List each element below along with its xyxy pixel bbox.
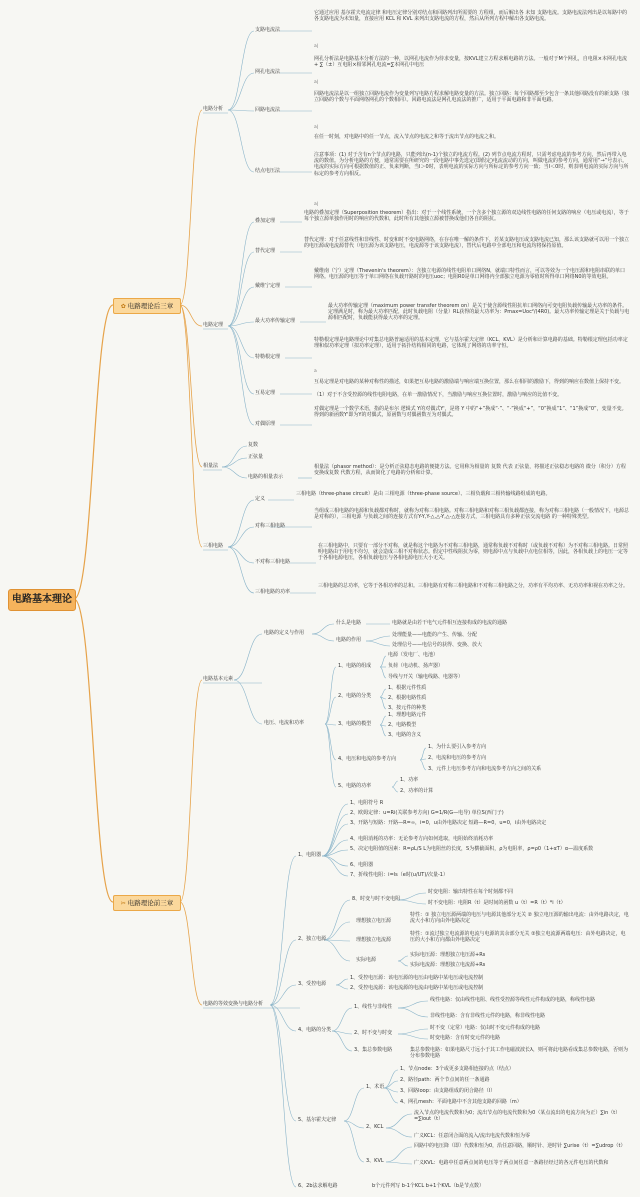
node-kirchhoff[interactable]: 5、基尔霍夫定律 (298, 1117, 337, 1123)
connector-line (222, 446, 247, 467)
node-resistor[interactable]: 1、电阻器 (298, 852, 322, 858)
connector-line (234, 634, 262, 680)
node-thevenin[interactable]: 戴维宁定理 (255, 283, 281, 289)
text-linear: 线性电路：仅由线性电阻、线性受控源等线性元件构成的电路，称线性电路 (430, 997, 596, 1003)
text-mesh-current: 网孔分析法是电路基本分析方法的一种，以网孔电流作为待求变量，按KVL建立方程求解电路的方法。一般对于M个网孔，自电阻×本网孔电流+ ∑（±）互电阻×相邻网孔电流=∑本网孔中电压 (314, 56, 627, 69)
text-term-3: 3、回路loop：由支路组成的闭合路径（l） (400, 1088, 496, 1094)
connector-line (324, 900, 350, 940)
note-a4: a| (314, 202, 319, 207)
text-lumped: 集总参数电路：如果电路尺寸远小于其工作电磁波波长λ，则可将此电路看成集总参数电路，否则为分布参数电路 (410, 1047, 628, 1060)
connector-line (366, 636, 390, 641)
connector-line (386, 1162, 412, 1164)
text-res-5: 5、决定电阻值的因素：R=ρL/S L为电阻丝的长度，S为横截面积，ρ为电阻率，ρ=ρ0（1+αT）α—温度系数 (350, 846, 594, 852)
text-ctrl-2: 2、受控电流源：该电流源的电流由电路中某电压或电流控制 (350, 985, 484, 991)
connector-line (228, 326, 254, 358)
connector-line (270, 1005, 296, 1121)
connector-line (398, 1008, 428, 1017)
connector-line (180, 305, 202, 547)
node-phasor[interactable]: 相量法 (203, 463, 219, 469)
connector-line (270, 1005, 296, 1187)
node-what-is-circuit[interactable]: 什么是电路 (336, 620, 362, 626)
connector-line (325, 667, 336, 724)
text-ti-2: 时变电路：含有时变元件的电路 (430, 1035, 501, 1041)
text-node-voltage: 在任一时刻，对电路中的任一节点，流入节点的电流之和等于流出节点的电流之和。 (314, 134, 500, 140)
node-circuit-role[interactable]: 电路的作用 (336, 637, 362, 643)
text-ref-3: 3、元件上电压参考方向和电流参考方向之间的关系 (428, 766, 542, 772)
connector-line (380, 656, 386, 667)
connector-line (386, 1114, 412, 1128)
connector-line (398, 1001, 428, 1008)
node-tp-asymmetric[interactable]: 不对称三相电路 (255, 559, 291, 565)
node-linear-nonlinear[interactable]: 1、线性与非线性 (354, 1004, 393, 1010)
node-circuit-power[interactable]: 5、电路的功率 (338, 783, 372, 789)
connector-line (270, 856, 296, 1005)
connector-line (386, 1147, 412, 1162)
text-term-4: 4、网孔mesh：平面电路中不含其他支路的回路（m） (400, 1099, 522, 1105)
text-ctrl-1: 1、受控电压源：该电压源的电压由电路中某电压或电流控制 (350, 975, 484, 981)
connector-line (228, 73, 254, 110)
text-model-3: 3、电路的含义 (388, 732, 422, 738)
branch-theory-label: 电路理论后三章 (127, 302, 174, 310)
connector-line (324, 922, 350, 940)
note-a1: a| (314, 44, 319, 49)
connector-line (325, 724, 336, 725)
connector-line (398, 900, 426, 904)
text-tp-definition: 三相电路（three-phase circuit）是由 三相电源（three-phase source）、三相负载和三相传输线路组成的电路。 (296, 491, 551, 497)
connector-line (74, 305, 113, 599)
node-mesh-current[interactable]: 网孔电流法 (255, 69, 281, 75)
text-power-2: 2、功率的计算 (400, 788, 434, 794)
note-a5: a (314, 369, 317, 374)
text-role-signal: 处理信号——电信号的获得、变换、放大 (392, 642, 483, 648)
text-2b-method: b个元件列写 b-1个KCL b+1个KVL（b是节点数） (372, 1183, 484, 1189)
text-model-2: 2、电路模型 (388, 722, 417, 728)
text-node-voltage-notes: 注意事项：(1) 对于含有n个节点的电路，只能列出(n-1)个独立的电流方程。(2) 列节点电流方程时，只需考虑电流的参考方向，然后再带入电流的数值。为分析电路的方便，通常需要在所研究的一段电路中事先选定(即假定)电流流动的方向，叫做电流的参考方向，通常用“→”号表示。电流的实际方向可根据数值的正、负来判断，当I＞0时，表明电流的实际方向与所标定的参考方向一致；当I＜0时，则表明电流的实际方向与所标定的参考方向相反。 (314, 152, 629, 177)
text-what-is-circuit: 电路就是由若干电气元件相互连接构成的电流的通路 (392, 620, 508, 626)
node-kcl[interactable]: 2、KCL (366, 1124, 384, 1130)
text-kvl-1: 回路中的电压降（即）代数和恒为0，沿任意回路，顺时针、逆时针 ∑urise（t）=∑udrop（t） (414, 1143, 626, 1149)
connector-line (398, 893, 426, 900)
connector-line (180, 680, 202, 902)
text-thevenin: 戴维南（宁）定理（Thevenin's theorem）：含独立电源的线性电阻单口网络N，就端口特性而言，可以等效为一个电压源和电阻串联的单口网络。电压源的电压等于单口网络在负载开路时的电压uoc；电阻R0是单口网络内全部独立电源为零值时所得单口网络N0的等效电阻。 (314, 268, 626, 281)
node-max-power[interactable]: 最大功率传输定理 (255, 318, 296, 324)
connector-line (222, 467, 247, 478)
text-superposition: 电路的叠加定理（Superposition theorem）指出：对于一个线性系统，一个含多个独立源的双边线性电路的任何支路的响应（电压或电流），等于每个独立源单独作用时的响应的代数和，此时所有其他独立源被替换成他们各自的阻抗。 (304, 210, 629, 223)
tool-icon: ✂ (120, 900, 126, 907)
node-reference-direction[interactable]: 4、电压和电流的参考方向 (338, 756, 397, 762)
connector-line (228, 110, 254, 111)
connector-line (366, 641, 390, 646)
text-tellegen: 特勒根定理是电路理论中对集总电路普遍适用的基本定理，它与基尔霍夫定律（KCL、KVL）是分析和计算电路的基础。特勒根定理包括功率定理和似功率定理（拟功率定理），适用于拓扑结构相同的电路，它体现了网络的功率守恒。 (314, 337, 628, 350)
node-circuit-analysis[interactable]: 电路分析 (203, 106, 224, 112)
text-class-2: 2、根据电路性质 (388, 695, 427, 701)
connector-line (180, 902, 202, 1005)
note-a2: a| (314, 80, 319, 85)
node-practical-source[interactable]: 实际电源 (356, 957, 377, 963)
text-res-3: 3、开路与短路：开路—R=∞，i=0，u由外电路决定 短路—R=0，u=0，i由外电路决定 (350, 820, 547, 826)
text-res-7: 7、折线性电阻：i=ls（e时(u/UT)/次量-1） (350, 872, 448, 878)
branch-theory-early[interactable] (113, 895, 181, 911)
connector-line (398, 1034, 428, 1039)
text-branch-current: 它通过应用 基尔霍夫电流定律 和电压定律分别对结点和回路列出所需要的 方程组，而后解出各 未知 支路电流。支路电流法列出是以每路中的各支路电流为未知量，直接应用 KCL 和 KVL 来列出支路电流的方程，然后从所列方程中解出各支路电流。 (314, 10, 627, 23)
text-class-3: 3、按元件的种类 (388, 705, 427, 711)
connector-line (380, 689, 386, 697)
connector-line (228, 252, 254, 326)
connector-line (386, 1128, 412, 1137)
node-node-voltage[interactable]: 结点电压法 (255, 168, 281, 174)
connector-line (228, 527, 254, 547)
connector-line (392, 781, 398, 787)
node-terms[interactable]: 1、术语 (366, 1084, 385, 1090)
note-a3: a| (314, 125, 319, 130)
text-res-4: 4、电阻消耗的功率：无论参考方向如何选取，电阻始终消耗功率 (350, 836, 494, 842)
connector-line (398, 1029, 428, 1034)
node-circuit-classification[interactable]: 4、电路的分类 (298, 1027, 332, 1033)
text-kvl-2: 广义KVL：电路中任意两点间的电压等于两点间任意一条路径经过的各元件电压的代数和 (414, 1160, 609, 1166)
text-ideal-voltage-source: 特性：① 独立电压源两端的电压与电源其他部分无关 ② 独立电压源的输出电流：由外电路决定，电流大小和方向由外电路决定 (410, 912, 629, 925)
connector-line (228, 500, 254, 547)
text-reciprocity: 互易定理是对电路的某种对称性的描述，如果把互易电路的激励端与响应端互换位置，那么在相同的激励下，得到的响应在数值上保持不变。 (314, 379, 625, 385)
connector-line (380, 725, 386, 736)
node-tp-power[interactable]: 三相电路的功率 (255, 589, 291, 595)
node-substitution[interactable]: 替代定理 (255, 248, 276, 254)
connector-line (336, 979, 348, 985)
connector-line (344, 1088, 364, 1121)
node-duality[interactable]: 对偶原理 (255, 421, 276, 427)
connector-line (228, 222, 254, 326)
node-complex[interactable]: 复数 (248, 442, 259, 448)
text-res-1: 1、电阻符号 R (350, 800, 384, 806)
node-kvl[interactable]: 3、KVL (366, 1158, 384, 1164)
text-ideal-current-source: 特性：①流过独立电流源的电流与电源的其余部分无关 ②独立电流源两端电压：由外电路决定，电压的大小和方向都由外电路决定 (410, 931, 626, 944)
connector-line (322, 840, 348, 856)
text-power-1: 1、功率 (400, 777, 419, 783)
text-practical-1: 实际电压源：理想独立电压源+Rs (410, 952, 486, 958)
connector-line (322, 856, 348, 866)
connector-line (325, 724, 336, 787)
text-phasor-repr: 相量法（phasor method）：是分析正弦稳态电路的便捷方法。它用称为相量的 复数 代表 正弦量，将描述正弦稳态电路的 微分（积分）方程变换成复数 代数方程，从而简化了电路的分析和计算。 (314, 464, 626, 477)
text-class-1: 1、根据元件性质 (388, 685, 427, 691)
node-equiv-transform[interactable]: 电路的等效变换与电路分析 (203, 1001, 264, 1007)
text-max-power: 最大功率传输定理（maximum power transfer theorem on）是关于使含源线性阻抗单口网络向可变电阻负载传输最大功率的条件。定理满足时，称为最大功率匹配，此时负载电阻（分量）RL获得的最大功率为：Pmax=Uoc²/(4R0)。最大功率传输定理是关于负载与电源相匹配时，负载能获得最大功率的定理。 (328, 303, 630, 322)
connector-line (398, 961, 408, 966)
connector-line (228, 326, 254, 425)
node-ideal-current-source[interactable]: 理想独立电流源 (356, 937, 392, 943)
connector-line (312, 624, 334, 634)
node-tellegen[interactable]: 特勒根定理 (255, 354, 281, 360)
text-res-6: 6、电阻器 (350, 862, 374, 868)
text-practical-2: 实际电流源：理想独立电流源+Rs (410, 962, 486, 968)
connector-line (228, 547, 254, 593)
connector-line (228, 326, 254, 394)
connector-line (228, 110, 254, 172)
connector-line (332, 1008, 352, 1031)
connector-line (222, 458, 247, 467)
node-branch-current[interactable]: 支路电流法 (255, 27, 281, 33)
node-time-varying-resistor[interactable]: 8、时变与时不变电阻 (352, 896, 401, 902)
text-substitution: 替代定理：对于任意线性和非线性、时变和时不变电路网络，在存在唯一解的条件下，若某支路电压或支路电流已知，那么该支路就可以用一个独立的电压源或电流源替代（电压源为该支路电压，电流源等于该支路电流），替代后电路中全部电压和电流均将保持原值。 (304, 237, 630, 250)
node-ideal-voltage-source[interactable]: 理想独立电压源 (356, 918, 392, 924)
connector-line (234, 680, 262, 724)
root-node[interactable]: 电路基本理论 (8, 589, 76, 611)
node-voltage-current-power[interactable]: 电压、电流和功率 (264, 720, 305, 726)
text-comp-3: 导线与开关（输电线路、电器等） (388, 674, 464, 680)
text-kcl-2: 广义KCL：任意闭合面的流入/流出电流代数和恒为零 (414, 1133, 530, 1139)
text-tp-symmetric: 当组成三相电路的电源和负载都对称时，就称为对称三相电路。对称三相电路和对称三相负载都连接，称为对称三相电路（一般情况下，电源总是对称的），三相电源 与负载之间的连接方式有Y-Y,Y-△,△-Y,△-△连接方式，三相电路具有多种正弦交流电路 的一种特殊类型。 (314, 508, 630, 521)
text-tp-power: 三相电路的总功率，它等于各相功率的总和。三相电路有对称三相电路和不对称三相电路之分，功率有平均功率、无功功率和视在功率之分。 (318, 583, 629, 589)
connector-line (228, 547, 254, 563)
node-circuit-definition[interactable]: 电路的定义与作用 (264, 630, 305, 636)
connector-line (344, 1121, 364, 1162)
node-controlled-source[interactable]: 3、受控电源 (298, 981, 327, 987)
text-tv-1: 时变电阻：输出特性在每个时刻都不同 (428, 889, 514, 895)
connector-line (420, 760, 426, 770)
node-lumped[interactable]: 3、集总参数电路 (354, 1047, 393, 1053)
connector-line (180, 110, 202, 305)
node-composition[interactable]: 1、电路的组成 (338, 663, 372, 669)
connector-line (74, 599, 113, 902)
connector-line (398, 956, 408, 961)
node-tp-definition[interactable]: 定义 (255, 496, 266, 502)
connector-line (392, 787, 398, 792)
text-ti-1: 时不变（定常）电路：仅由时不变元件构成的电路 (430, 1025, 541, 1031)
text-comp-2: 负荷（电动机、扬声器） (388, 663, 444, 669)
node-superposition[interactable]: 叠加定理 (255, 218, 276, 224)
connector-line (336, 985, 348, 989)
branch-theory-later[interactable] (113, 298, 181, 314)
text-ref-1: 1、为什么要引入参考方向 (428, 744, 487, 750)
connector-line (322, 814, 348, 856)
node-2b-method[interactable]: 6、2b法求解电路 (298, 1183, 338, 1189)
text-res-2: 2、欧姆定律：u=Ri(关联参考方向) G=1/R(G—电导) 单位S(西门子) (350, 810, 504, 816)
text-tv-2: 时不变电阻：电阻R（t）是时间的函数 u（t）=R（t）*i（t） (428, 900, 566, 906)
text-role-energy: 处理能量——电能的产生、传输、分配 (392, 632, 478, 638)
connector-line (228, 31, 254, 110)
text-reciprocity-2: （1）对于不含受控源的线性电阻电路，在单一激励情况下，当激励与响应互换位置时，激励与响应的比值不变。 (314, 392, 563, 398)
node-reciprocity[interactable]: 互易定理 (255, 390, 276, 396)
text-ref-2: 2、电流和电压的参考方向 (428, 755, 487, 761)
node-independent-source[interactable]: 2、独立电源 (298, 936, 327, 942)
text-duality: 对偶定理是一个数学术语，指的是布尔 逻辑式 Y的对偶式Y'，是将 Y 中的“+”换成“·”、“·”换成“+”，“0”换成“1”、“1”换成“0”，变量不变。得到的新函数Y'即为Y的对偶式，原函数与对偶函数互为对偶式。 (314, 406, 627, 419)
connector-line (322, 856, 348, 876)
connector-line (312, 634, 334, 641)
node-loop-current[interactable]: 回路电流法 (255, 107, 281, 113)
text-nonlinear: 非线性电路：含有非线性元件的电路，称非线性电路 (430, 1013, 546, 1019)
text-comp-1: 电源（发电厂、电池） (388, 652, 439, 658)
node-three-phase[interactable]: 三相电路 (203, 543, 224, 549)
node-time-invariant[interactable]: 2、时不变与时变 (354, 1030, 393, 1036)
connector-line (270, 985, 296, 1005)
text-tp-asymmetric: 在三相电路中，只要有一部分不对称，就是称这个电路为不对称三相电路，通常称负载不对称时（或负载不对称）为不对称三相电路。日常照明电路由于用电不均匀，就会造成三相不对称状态。假定中性线阻抗为零，则电源中点与负载中点电位相等，因此，各相负载上的电压一定等于各相电源电压，各相负载电压与各相电源电压大小无关。 (318, 543, 629, 562)
connector-line (180, 305, 202, 467)
connector-line (384, 1070, 398, 1088)
node-classification[interactable]: 2、电路的分类 (338, 693, 372, 699)
connector-line (228, 287, 254, 326)
node-tp-symmetric[interactable]: 对称三相电路 (255, 523, 286, 529)
node-sinusoid[interactable]: 正弦量 (248, 454, 264, 460)
connector-line (420, 748, 426, 760)
connector-line (380, 716, 386, 725)
node-model[interactable]: 3、电路的模型 (338, 721, 372, 727)
node-phasor-repr[interactable]: 电路的相量表示 (248, 474, 284, 480)
text-loop-current: 回路电流法是以一组独立回路电流作为变量列写电路方程求解电路变量的方法。独立回路：每个回路都至少包含一条其他回路没有的新支路（独立回路的个数与平面网络网孔的个数相同）。回路电流法是网孔电流法的推广，适用于平面电路和非平面电路。 (314, 91, 630, 104)
connector-line (380, 667, 386, 678)
connector-line (325, 697, 336, 724)
connector-line (324, 940, 350, 961)
gear-icon: ✿ (120, 303, 126, 310)
node-circuit-theorems[interactable]: 电路定理 (203, 322, 224, 328)
text-kcl-1: 流入节点的电流代数和为0；流出节点的电流代数和为0（某点流出的电流方向为正）∑in（t）=∑iout（t） (414, 1110, 621, 1123)
text-term-1: 1、节点node：3个或更多支路相连接的点（结点） (400, 1066, 514, 1072)
text-term-2: 2、路径path：两个节点间的任一条通路 (400, 1077, 490, 1083)
node-basic-elements[interactable]: 电路基本元素 (203, 676, 234, 682)
branch-basics-label: 电路理论前三章 (127, 899, 174, 907)
text-model-1: 1、理想电路元件 (388, 712, 427, 718)
